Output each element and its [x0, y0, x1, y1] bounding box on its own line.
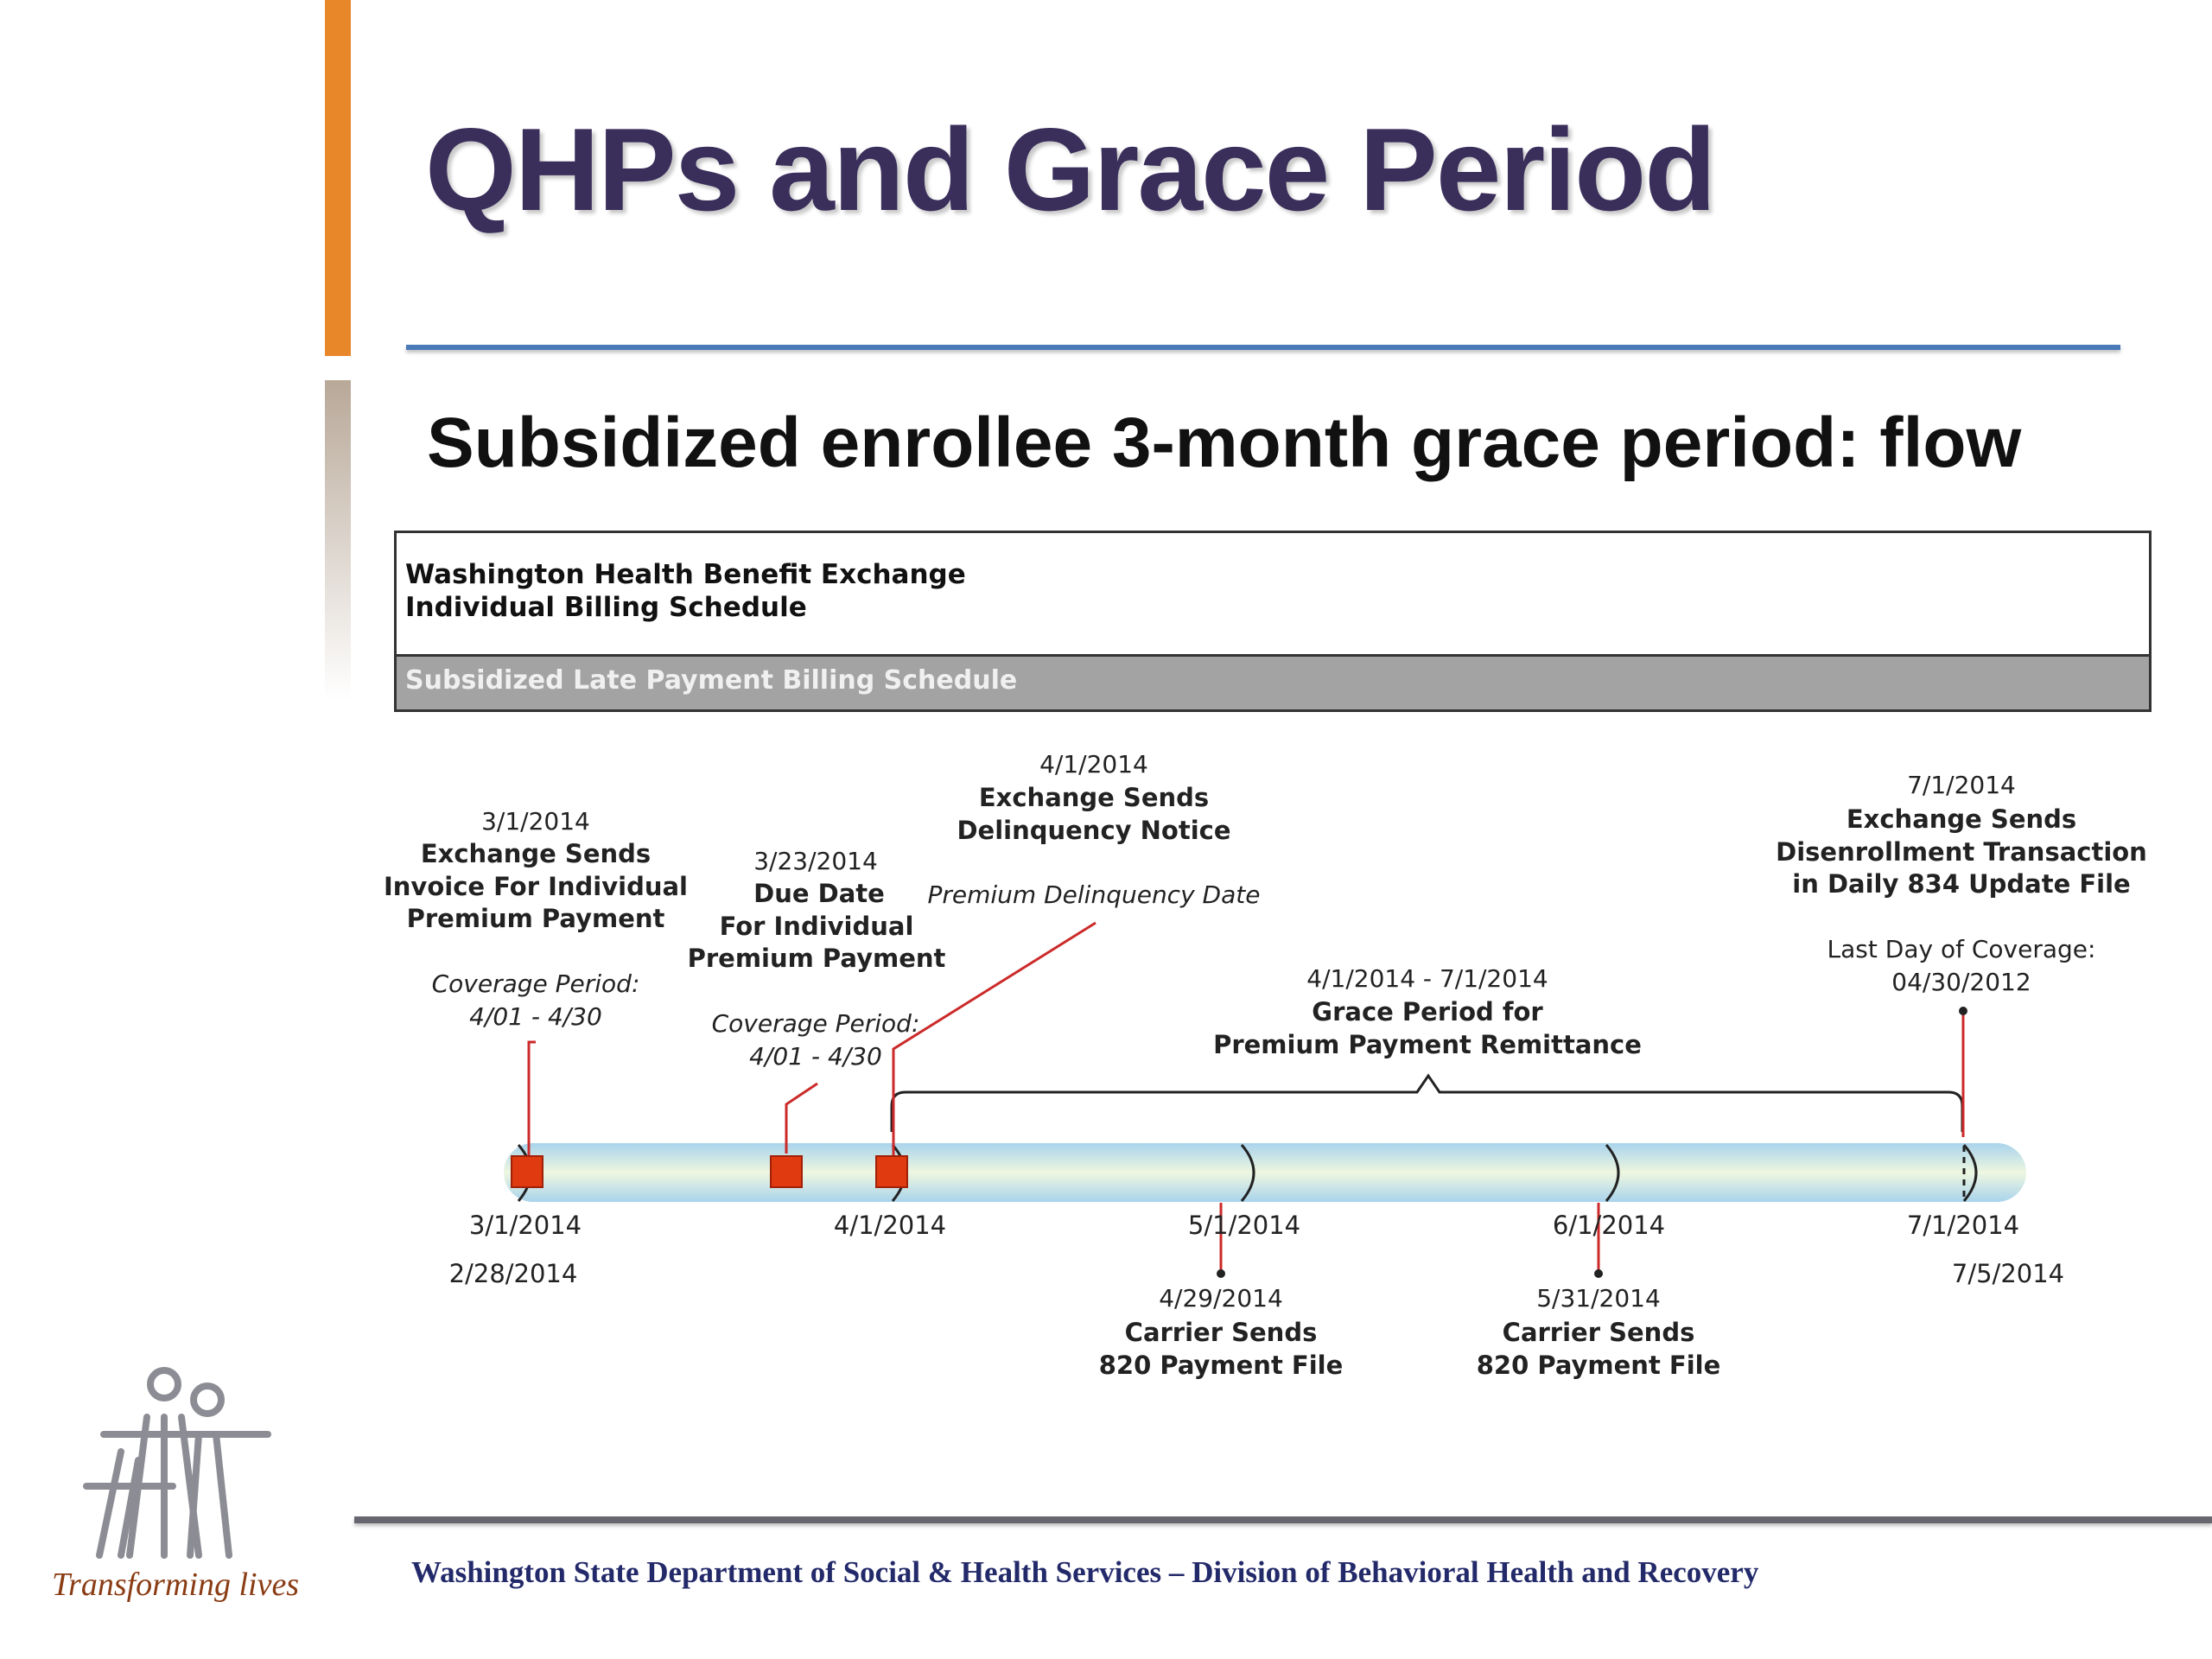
- slide-title: QHPs and Grace Period: [425, 104, 1715, 235]
- pointer-4-29-dot: [1217, 1269, 1225, 1278]
- secondary-label-2-28: 2/28/2014: [448, 1259, 578, 1288]
- header-band-label: Subsidized Late Payment Billing Schedule: [405, 665, 1018, 696]
- axis-label-4-1: 4/1/2014: [833, 1211, 947, 1240]
- event-marker-due-date: [771, 1156, 802, 1187]
- event-invoice-date: 3/1/2014: [481, 807, 590, 836]
- pointer-5-31-dot: [1594, 1269, 1603, 1278]
- axis-label-5-1: 5/1/2014: [1187, 1211, 1301, 1240]
- event-disenroll-line2: Disenrollment Transaction: [1776, 837, 2147, 867]
- event-carrier1-line1: Carrier Sends: [1124, 1318, 1318, 1347]
- event-due-line1: Due Date: [753, 879, 885, 908]
- event-invoice-coverage-label: Coverage Period:: [431, 969, 640, 998]
- timeline-bar: [504, 1143, 2026, 1202]
- event-invoice-line3: Premium Payment: [406, 904, 665, 933]
- grace-period-line1: Grace Period for: [1312, 997, 1543, 1027]
- dshs-logo-icon: [69, 1365, 294, 1564]
- event-invoice-line2: Invoice For Individual: [383, 872, 689, 901]
- event-carrier1-date: 4/29/2014: [1159, 1284, 1283, 1313]
- brand-tagline: Transforming lives: [52, 1567, 300, 1603]
- footer-organization: Washington State Department of Social & Health Services – Division of Behavioral Health and Recovery: [411, 1555, 1759, 1589]
- event-delinquency-date: 4/1/2014: [1039, 750, 1148, 779]
- event-disenroll-date: 7/1/2014: [1907, 771, 2016, 799]
- event-delinquency-line2: Delinquency Notice: [957, 816, 1231, 845]
- event-carrier1-line2: 820 Payment File: [1098, 1351, 1344, 1380]
- grace-period-brace: [892, 1076, 1962, 1132]
- axis-label-7-1: 7/1/2014: [1906, 1211, 2020, 1240]
- grace-period-range: 4/1/2014 - 7/1/2014: [1306, 964, 1548, 993]
- event-marker-delinquency: [876, 1156, 907, 1187]
- footer-divider: [354, 1516, 2212, 1523]
- event-invoice-coverage-range: 4/01 - 4/30: [469, 1002, 602, 1031]
- event-disenroll-line1: Exchange Sends: [1846, 804, 2077, 834]
- header-exchange-name: Washington Health Benefit Exchange: [405, 559, 966, 590]
- axis-label-6-1: 6/1/2014: [1552, 1211, 1666, 1240]
- event-disenroll-line3: in Daily 834 Update File: [1792, 869, 2131, 899]
- event-due-coverage-label: Coverage Period:: [711, 1009, 920, 1038]
- event-disenroll-coverage-label: Last Day of Coverage:: [1827, 935, 2096, 963]
- event-due-line3: Premium Payment: [687, 944, 946, 973]
- event-invoice-line1: Exchange Sends: [420, 839, 652, 868]
- event-delinquency-line1: Exchange Sends: [978, 783, 1210, 812]
- pointer-3-23-due-date: [786, 1084, 817, 1154]
- pointer-3-1-invoice: [529, 1042, 536, 1158]
- event-disenroll-coverage-date: 04/30/2012: [1891, 968, 2031, 996]
- secondary-label-7-5: 7/5/2014: [1951, 1259, 2065, 1288]
- event-delinquency-note: Premium Delinquency Date: [927, 880, 1261, 909]
- event-carrier2-date: 5/31/2014: [1536, 1284, 1661, 1313]
- grace-period-line2: Premium Payment Remittance: [1213, 1030, 1642, 1059]
- event-due-coverage-range: 4/01 - 4/30: [749, 1042, 882, 1071]
- slide-subtitle: Subsidized enrollee 3-month grace period: flow: [427, 404, 2022, 482]
- event-carrier2-line2: 820 Payment File: [1476, 1351, 1721, 1380]
- event-carrier2-line1: Carrier Sends: [1502, 1318, 1695, 1347]
- event-due-date: 3/23/2014: [753, 847, 878, 875]
- event-marker-invoice: [512, 1156, 543, 1187]
- header-schedule-name: Individual Billing Schedule: [405, 592, 807, 623]
- event-due-line2: For Individual: [719, 912, 914, 941]
- axis-label-3-1: 3/1/2014: [468, 1211, 582, 1240]
- pointer-7-1-dot: [1959, 1007, 1967, 1015]
